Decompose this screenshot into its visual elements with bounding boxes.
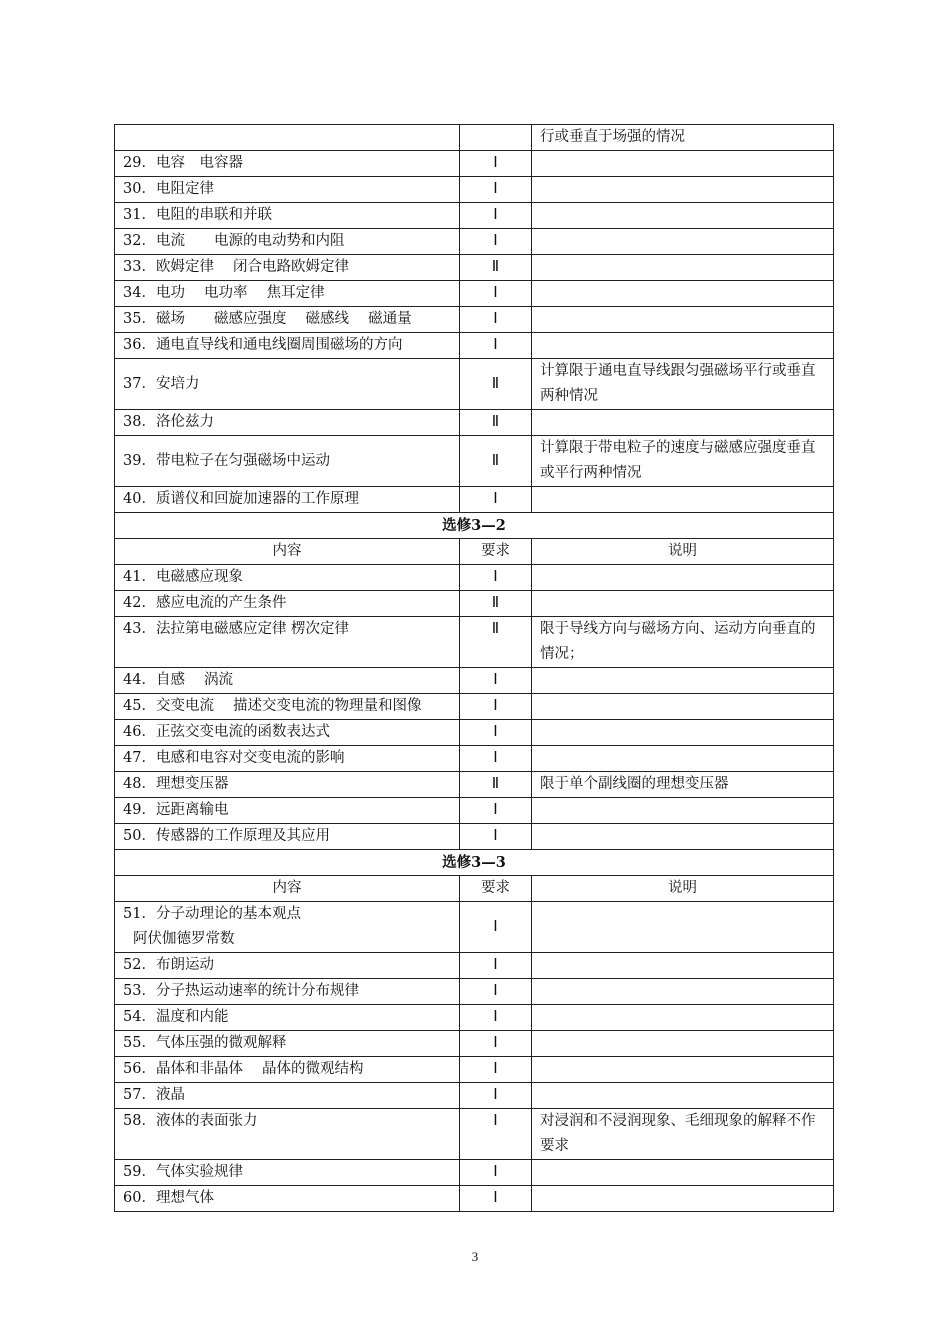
explanation-cell	[532, 824, 834, 850]
content-cell: 53．分子热运动速率的统计分布规律	[115, 979, 460, 1005]
content-cell: 54．温度和内能	[115, 1005, 460, 1031]
content-cell: 56．晶体和非晶体 晶体的微观结构	[115, 1057, 460, 1083]
content-line: 阿伏伽德罗常数	[133, 931, 235, 947]
header-row	[115, 876, 834, 902]
content-cell: 60．理想气体	[115, 1186, 460, 1212]
requirement-cell: Ⅰ	[460, 798, 532, 824]
requirement-cell: Ⅰ	[460, 565, 532, 591]
explanation-cell	[532, 487, 834, 513]
syllabus-table	[114, 124, 834, 1212]
explanation-cell	[532, 591, 834, 617]
content-cell: 47．电感和电容对交变电流的影响	[115, 746, 460, 772]
content-cell: 55．气体压强的微观解释	[115, 1031, 460, 1057]
table-row	[115, 1083, 834, 1109]
header-requirement: 要求	[460, 876, 532, 902]
table-row	[115, 410, 834, 436]
table-row	[115, 151, 834, 177]
table-row	[115, 487, 834, 513]
explanation-cell	[532, 1005, 834, 1031]
table-row	[115, 953, 834, 979]
content-cell: 32．电流 电源的电动势和内阻	[115, 229, 460, 255]
content-line: 51．分子动理论的基本观点	[123, 906, 301, 922]
content-cell: 42．感应电流的产生条件	[115, 591, 460, 617]
table-row	[115, 1057, 834, 1083]
header-content: 内容	[115, 539, 460, 565]
explanation-cell	[532, 694, 834, 720]
content-cell: 50．传感器的工作原理及其应用	[115, 824, 460, 850]
table-row	[115, 902, 834, 953]
table-row	[115, 436, 834, 487]
header-explanation: 说明	[532, 539, 834, 565]
table-row	[115, 772, 834, 798]
table-row	[115, 255, 834, 281]
requirement-cell: Ⅰ	[460, 1005, 532, 1031]
content-cell: 48．理想变压器	[115, 772, 460, 798]
header-explanation: 说明	[532, 876, 834, 902]
requirement-cell: Ⅰ	[460, 1109, 532, 1160]
content-cell	[115, 902, 460, 953]
requirement-cell: Ⅰ	[460, 333, 532, 359]
explanation-cell	[532, 229, 834, 255]
section-title: 选修3—3	[115, 850, 834, 876]
content-cell: 29．电容 电容器	[115, 151, 460, 177]
content-cell: 31．电阻的串联和并联	[115, 203, 460, 229]
requirement-cell: Ⅰ	[460, 720, 532, 746]
requirement-cell: Ⅰ	[460, 1186, 532, 1212]
content-cell: 33．欧姆定律 闭合电路欧姆定律	[115, 255, 460, 281]
explanation-cell	[532, 1160, 834, 1186]
explanation-cell	[532, 203, 834, 229]
explanation-cell	[532, 177, 834, 203]
content-cell: 38．洛伦兹力	[115, 410, 460, 436]
table-row	[115, 824, 834, 850]
table-row	[115, 720, 834, 746]
table-row	[115, 203, 834, 229]
content-cell: 30．电阻定律	[115, 177, 460, 203]
table-row	[115, 359, 834, 410]
requirement-cell: Ⅰ	[460, 1031, 532, 1057]
content-cell: 59．气体实验规律	[115, 1160, 460, 1186]
requirement-cell: Ⅰ	[460, 1083, 532, 1109]
content-cell: 49．远距离输电	[115, 798, 460, 824]
page-number: 3	[471, 1249, 479, 1264]
requirement-cell: Ⅰ	[460, 229, 532, 255]
requirement-cell: Ⅰ	[460, 307, 532, 333]
explanation-cell: 计算限于通电直导线跟匀强磁场平行或垂直两种情况	[532, 359, 834, 410]
requirement-cell: Ⅱ	[460, 436, 532, 487]
table-row	[115, 1186, 834, 1212]
requirement-cell: Ⅰ	[460, 281, 532, 307]
table-row	[115, 125, 834, 151]
requirement-cell: Ⅰ	[460, 1057, 532, 1083]
header-row	[115, 539, 834, 565]
table-row	[115, 565, 834, 591]
requirement-cell: Ⅰ	[460, 979, 532, 1005]
requirement-cell: Ⅰ	[460, 953, 532, 979]
section-title-row	[115, 850, 834, 876]
explanation-cell	[532, 746, 834, 772]
table-row	[115, 1005, 834, 1031]
table-row	[115, 229, 834, 255]
table-row	[115, 617, 834, 668]
explanation-cell	[532, 1057, 834, 1083]
explanation-cell	[532, 255, 834, 281]
section-title-row	[115, 513, 834, 539]
explanation-cell	[532, 410, 834, 436]
requirement-cell: Ⅰ	[460, 151, 532, 177]
table-row	[115, 979, 834, 1005]
explanation-cell	[532, 1031, 834, 1057]
requirement-cell: Ⅰ	[460, 1160, 532, 1186]
requirement-cell: Ⅰ	[460, 487, 532, 513]
content-cell: 36．通电直导线和通电线圈周围磁场的方向	[115, 333, 460, 359]
content-cell: 40．质谱仪和回旋加速器的工作原理	[115, 487, 460, 513]
requirement-cell: Ⅰ	[460, 824, 532, 850]
section-title: 选修3—2	[115, 513, 834, 539]
explanation-cell	[532, 953, 834, 979]
content-cell	[115, 125, 460, 151]
table-row	[115, 1109, 834, 1160]
explanation-cell: 限于单个副线圈的理想变压器	[532, 772, 834, 798]
table-row	[115, 798, 834, 824]
header-content: 内容	[115, 876, 460, 902]
explanation-cell	[532, 720, 834, 746]
content-cell: 45．交变电流 描述交变电流的物理量和图像	[115, 694, 460, 720]
explanation-cell	[532, 1186, 834, 1212]
content-cell: 52．布朗运动	[115, 953, 460, 979]
content-cell: 41．电磁感应现象	[115, 565, 460, 591]
content-cell: 58．液体的表面张力	[115, 1109, 460, 1160]
explanation-cell: 计算限于带电粒子的速度与磁感应强度垂直或平行两种情况	[532, 436, 834, 487]
table-row	[115, 1031, 834, 1057]
requirement-cell: Ⅱ	[460, 617, 532, 668]
explanation-cell	[532, 281, 834, 307]
header-requirement: 要求	[460, 539, 532, 565]
content-cell: 46．正弦交变电流的函数表达式	[115, 720, 460, 746]
table-row	[115, 333, 834, 359]
explanation-cell	[532, 307, 834, 333]
table-row	[115, 591, 834, 617]
requirement-cell: Ⅰ	[460, 203, 532, 229]
table-row	[115, 694, 834, 720]
explanation-cell: 对浸润和不浸润现象、毛细现象的解释不作要求	[532, 1109, 834, 1160]
content-cell: 57．液晶	[115, 1083, 460, 1109]
explanation-cell	[532, 565, 834, 591]
content-cell: 34．电功 电功率 焦耳定律	[115, 281, 460, 307]
requirement-cell: Ⅱ	[460, 410, 532, 436]
table-row	[115, 746, 834, 772]
requirement-cell: Ⅱ	[460, 772, 532, 798]
table-row	[115, 668, 834, 694]
explanation-cell: 限于导线方向与磁场方向、运动方向垂直的情况；	[532, 617, 834, 668]
table-row	[115, 177, 834, 203]
explanation-cell	[532, 333, 834, 359]
requirement-cell: Ⅰ	[460, 746, 532, 772]
requirement-cell: Ⅰ	[460, 902, 532, 953]
content-cell: 44．自感 涡流	[115, 668, 460, 694]
requirement-cell: Ⅱ	[460, 255, 532, 281]
table-row	[115, 281, 834, 307]
content-cell: 35．磁场 磁感应强度 磁感线 磁通量	[115, 307, 460, 333]
requirement-cell: Ⅰ	[460, 694, 532, 720]
requirement-cell	[460, 125, 532, 151]
explanation-cell	[532, 798, 834, 824]
explanation-cell	[532, 151, 834, 177]
content-cell: 39．带电粒子在匀强磁场中运动	[115, 436, 460, 487]
explanation-cell	[532, 979, 834, 1005]
content-cell: 43．法拉第电磁感应定律 楞次定律	[115, 617, 460, 668]
table-row	[115, 1160, 834, 1186]
requirement-cell: Ⅱ	[460, 591, 532, 617]
requirement-cell: Ⅰ	[460, 668, 532, 694]
explanation-cell: 行或垂直于场强的情况	[532, 125, 834, 151]
content-cell: 37．安培力	[115, 359, 460, 410]
requirement-cell: Ⅱ	[460, 359, 532, 410]
table-row	[115, 307, 834, 333]
requirement-cell: Ⅰ	[460, 177, 532, 203]
explanation-cell	[532, 668, 834, 694]
explanation-cell	[532, 902, 834, 953]
explanation-cell	[532, 1083, 834, 1109]
